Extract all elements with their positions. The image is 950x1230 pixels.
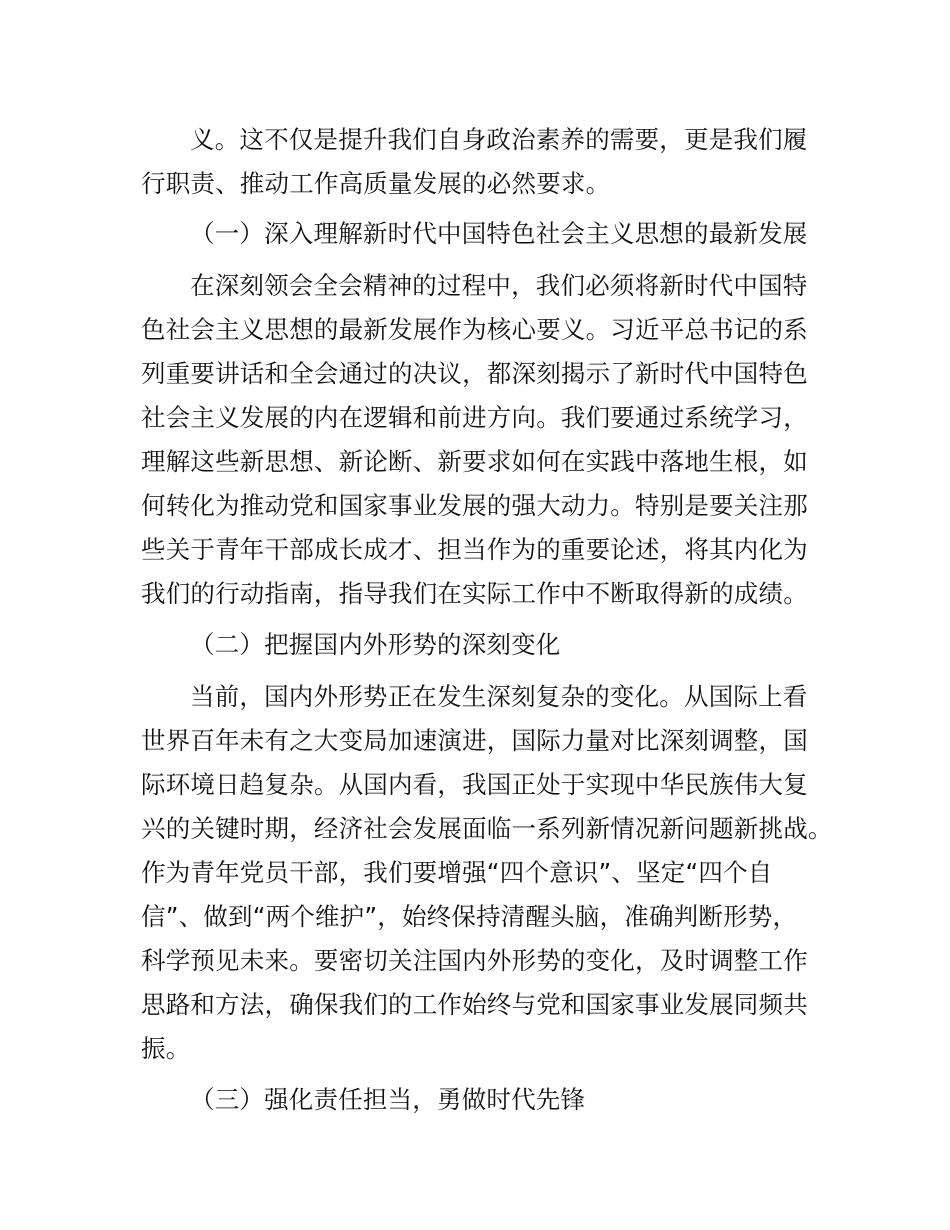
paragraph-line: 色社会主义思想的最新发展作为核心要义。习近平总书记的系 <box>141 315 808 344</box>
paragraph-line: 当前，国内外形势正在发生深刻复杂的变化。从国际上看 <box>190 682 808 711</box>
paragraph-line: 兴的关键时期，经济社会发展面临一系列新情况新问题新挑战。 <box>141 814 833 843</box>
paragraph-line: 些关于青年干部成长成才、担当作为的重要论述，将其内化为 <box>141 535 808 564</box>
section-heading-3: （三）强化责任担当，勇做时代先锋 <box>190 1085 586 1114</box>
paragraph-line: 际环境日趋复杂。从国内看，我国正处于实现中华民族伟大复 <box>141 770 808 799</box>
section-heading-1: （一）深入理解新时代中国特色社会主义思想的最新发展 <box>190 219 808 248</box>
paragraph-line: 义。这不仅是提升我们自身政治素养的需要，更是我们履 <box>190 125 808 154</box>
paragraph-line: 信”、做到“两个维护”，始终保持清醒头脑，准确判断形势， <box>141 902 798 931</box>
paragraph-line: 理解这些新思想、新论断、新要求如何在实践中落地生根，如 <box>141 447 808 476</box>
paragraph-line: 思路和方法，确保我们的工作始终与党和国家事业发展同频共 <box>141 990 808 1019</box>
paragraph-line: 在深刻领会全会精神的过程中，我们必须将新时代中国特 <box>190 271 808 300</box>
paragraph-line: 行职责、推动工作高质量发展的必然要求。 <box>141 169 611 198</box>
paragraph-line: 世界百年未有之大变局加速演进，国际力量对比深刻调整，国 <box>141 726 808 755</box>
paragraph-line: 社会主义发展的内在逻辑和前进方向。我们要通过系统学习， <box>141 403 808 432</box>
paragraph-line: 我们的行动指南，指导我们在实际工作中不断取得新的成绩。 <box>141 579 808 608</box>
paragraph-line: 何转化为推动党和国家事业发展的强大动力。特别是要关注那 <box>141 491 808 520</box>
paragraph-line: 作为青年党员干部，我们要增强“四个意识”、坚定“四个自 <box>141 858 773 887</box>
paragraph-line: 科学预见未来。要密切关注国内外形势的变化，及时调整工作 <box>141 946 808 975</box>
paragraph-line: 列重要讲话和全会通过的决议，都深刻揭示了新时代中国特色 <box>141 359 808 388</box>
section-heading-2: （二）把握国内外形势的深刻变化 <box>190 630 561 659</box>
paragraph-line: 振。 <box>141 1034 191 1063</box>
